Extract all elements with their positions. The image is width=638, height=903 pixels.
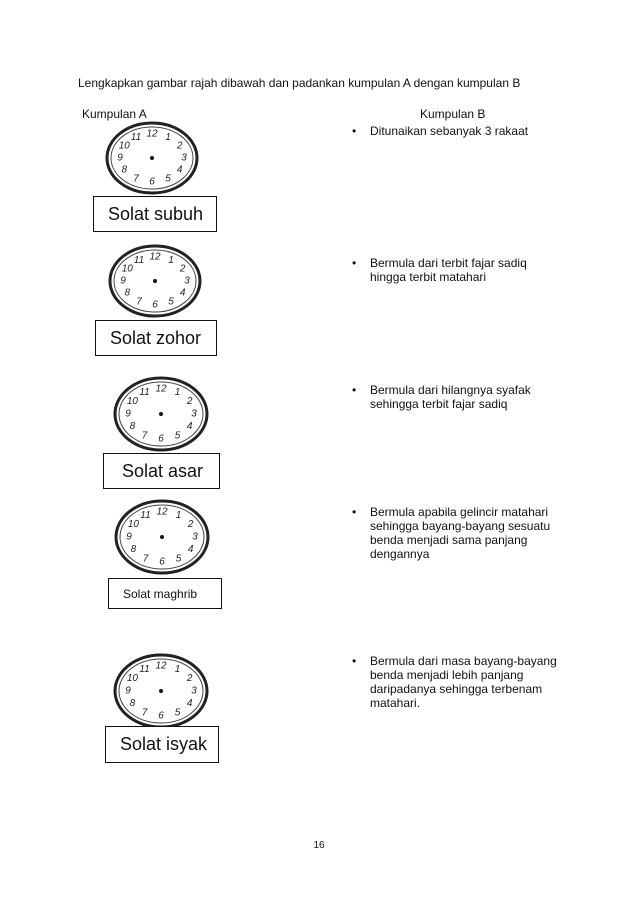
- clock-numeral: 9: [125, 685, 131, 697]
- clock-numeral: 7: [136, 296, 142, 308]
- label-text: Solat subuh: [108, 203, 204, 224]
- clock-numeral: 1: [165, 131, 171, 143]
- group-b-item-text: Bermula apabila gelincir matahari sehingga bayang-bayang sesuatu benda menjadi sama panjang dengannya: [370, 505, 551, 561]
- clock-numeral: 11: [130, 131, 142, 143]
- clock-numeral: 6: [159, 556, 165, 568]
- clock-numeral: 6: [152, 299, 158, 311]
- clock-numeral: 10: [126, 673, 138, 685]
- bullet-icon: •: [352, 505, 357, 519]
- clock-numeral: 6: [158, 433, 164, 445]
- clock-numeral: 2: [186, 673, 193, 685]
- clock-numeral: 1: [175, 509, 182, 521]
- group-b-item-text: Bermula dari hilangnya syafak sehingga terbit fajar sadiq: [370, 383, 531, 411]
- page-number: 16: [313, 840, 325, 851]
- group-b-item: [352, 654, 592, 710]
- clock-numeral: 12: [155, 660, 167, 672]
- group-b-heading: Kumpulan B: [420, 107, 486, 121]
- clock-numeral: 4: [186, 698, 193, 710]
- group-b-item-text: Bermula dari terbit fajar sadiq hingga terbit matahari: [370, 256, 527, 284]
- label-solat-subuh: [93, 196, 217, 232]
- clock-numeral: 10: [127, 519, 139, 531]
- clock-numeral: 9: [120, 275, 126, 287]
- clock-center-dot: [160, 535, 164, 539]
- clock-numeral: 12: [146, 128, 158, 140]
- clock-numeral: 5: [174, 430, 181, 442]
- clock-numeral: 1: [168, 254, 174, 266]
- clock-numeral: 2: [179, 263, 186, 275]
- clock-numeral: 12: [149, 251, 161, 263]
- clock-numeral: 11: [133, 254, 145, 266]
- group-b-item: [352, 505, 592, 561]
- clock-numeral: 7: [141, 707, 148, 719]
- clock-numeral: 8: [124, 287, 131, 299]
- group-b-item: [352, 256, 592, 284]
- label-solat-asar: [103, 453, 220, 489]
- clock-numeral: 11: [139, 386, 150, 398]
- clock-numeral: 1: [174, 663, 181, 675]
- clock-numeral: 4: [186, 421, 193, 433]
- group-b-item: [352, 124, 592, 138]
- clock-numeral: 1: [174, 386, 181, 398]
- bullet-icon: •: [352, 383, 357, 397]
- clock-center-dot: [159, 689, 163, 693]
- clock-numeral: 12: [155, 383, 167, 395]
- clock-numeral: 8: [129, 421, 136, 433]
- clock-numeral: 8: [130, 544, 137, 556]
- clock-face-icon: [112, 652, 210, 730]
- clock-numeral: 2: [176, 140, 183, 152]
- clock-numeral: 8: [121, 164, 128, 176]
- clock-numeral: 9: [117, 152, 123, 164]
- group-b-item: [352, 383, 592, 411]
- instruction-text: Lengkapkan gambar rajah dibawah dan padankan kumpulan A dengan kumpulan B: [78, 76, 521, 90]
- clock-numeral: 6: [158, 710, 164, 722]
- clock-numeral: 9: [126, 531, 132, 543]
- label-solat-isyak: [105, 726, 219, 763]
- label-text: Solat isyak: [120, 734, 208, 754]
- label-text: Solat zohor: [110, 327, 202, 348]
- label-solat-zohor: [95, 320, 217, 356]
- clock-center-dot: [150, 156, 154, 160]
- clock-face-icon: [104, 120, 200, 196]
- clock-numeral: 10: [126, 396, 138, 408]
- clock-numeral: 7: [141, 430, 148, 442]
- clock-numeral: 4: [179, 287, 186, 299]
- group-b-item-text: Ditunaikan sebanyak 3 rakaat: [370, 124, 529, 138]
- clock-numeral: 7: [142, 553, 149, 565]
- clock-numeral: 10: [118, 140, 130, 152]
- group-b-item-text: Bermula dari masa bayang-bayang benda menjadi lebih panjang daripadanya sehingga terbenam matahari.: [370, 654, 557, 710]
- clock-numeral: 3: [192, 531, 198, 543]
- label-solat-maghrib: [108, 578, 222, 609]
- clock-numeral: 9: [125, 408, 131, 420]
- clock-numeral: 12: [156, 506, 168, 518]
- clock-numeral: 3: [191, 685, 197, 697]
- clock-numeral: 11: [139, 663, 150, 675]
- clock-numeral: 4: [176, 164, 183, 176]
- clock-center-dot: [159, 412, 163, 416]
- clock-numeral: 5: [165, 173, 171, 185]
- clock-numeral: 6: [149, 176, 155, 188]
- clock-face-icon: [107, 243, 203, 319]
- clock-numeral: 10: [121, 263, 133, 275]
- clock-numeral: 5: [168, 296, 174, 308]
- clock-face-icon: [112, 375, 210, 453]
- clock-numeral: 2: [186, 396, 193, 408]
- label-text: Solat asar: [122, 460, 204, 481]
- clock-numeral: 3: [181, 152, 187, 164]
- label-text: Solat maghrib: [123, 586, 198, 601]
- clock-numeral: 3: [191, 408, 197, 420]
- clock-center-dot: [153, 279, 157, 283]
- bullet-icon: •: [352, 654, 357, 668]
- clock-face-icon: [113, 498, 211, 576]
- clock-numeral: 7: [133, 173, 139, 185]
- bullet-icon: •: [352, 256, 357, 270]
- clock-numeral: 11: [140, 509, 151, 521]
- bullet-icon: •: [352, 124, 357, 138]
- clock-numeral: 2: [187, 519, 194, 531]
- clock-numeral: 8: [129, 698, 136, 710]
- clock-numeral: 3: [184, 275, 190, 287]
- clock-numeral: 4: [187, 544, 194, 556]
- clock-numeral: 5: [174, 707, 181, 719]
- group-a-heading: Kumpulan A: [82, 107, 147, 121]
- clock-numeral: 5: [175, 553, 182, 565]
